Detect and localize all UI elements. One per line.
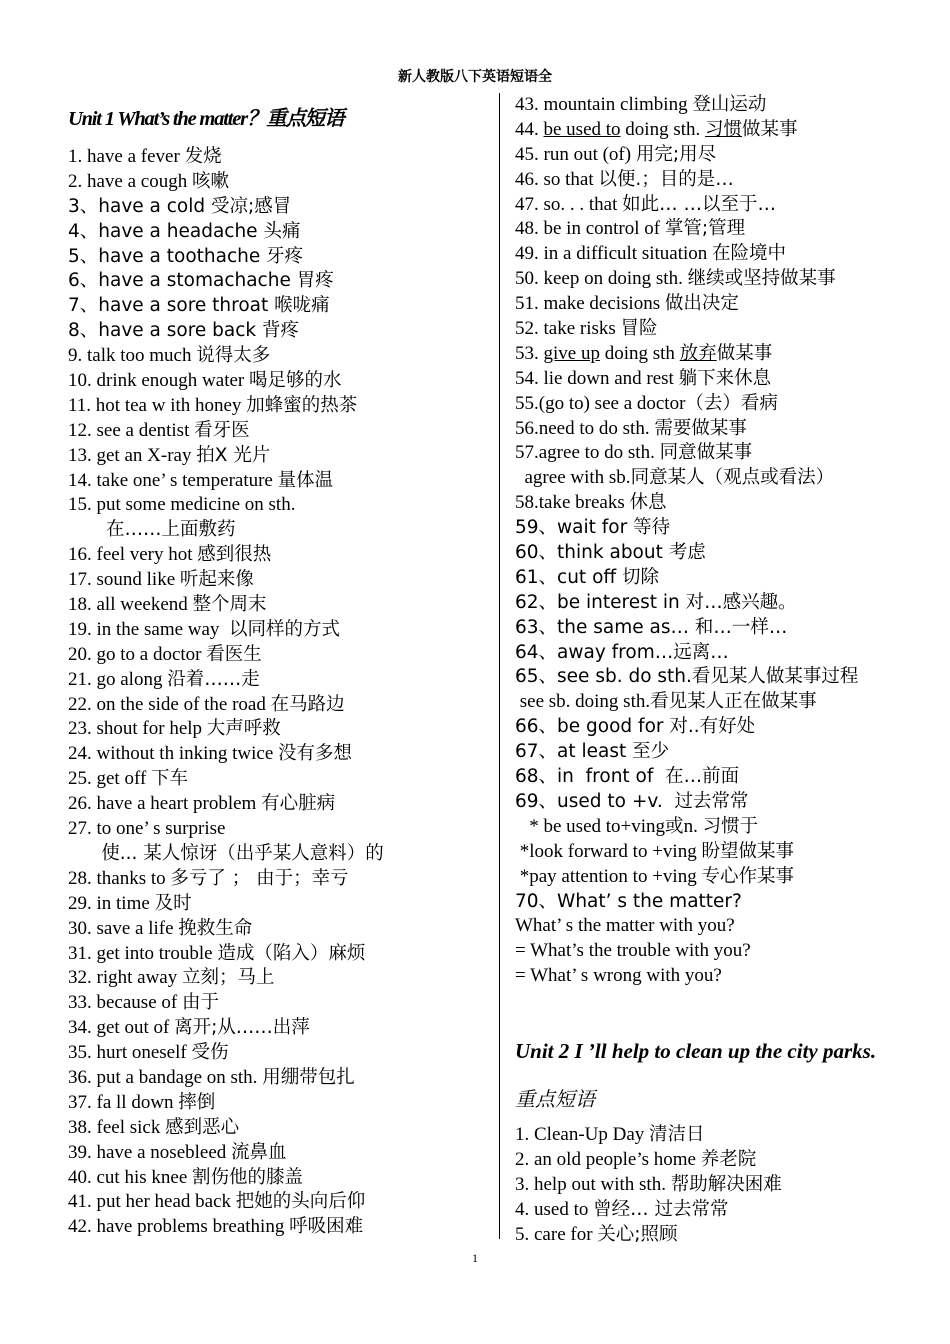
- unit1-heading: [68, 93, 494, 145]
- unit2-heading: Unit 2 I ’ll help to clean up the city parks.: [515, 1039, 877, 1064]
- phrase-meaning: 68、in front of: [515, 766, 666, 788]
- phrase-text: 12. see a dentist: [68, 419, 195, 441]
- phrase-meaning: 造成（陷入）麻烦: [217, 942, 366, 964]
- phrase-meaning: 看见某人做某事过程: [691, 666, 859, 688]
- phrase-meaning: 关心;照顾: [597, 1223, 678, 1245]
- phrase-text: 3. help out with sth.: [515, 1173, 671, 1195]
- phrase-meaning: 登山运动: [692, 94, 767, 115]
- phrase-text: 23. shout for help: [68, 718, 207, 740]
- phrase-line: [68, 319, 494, 344]
- phrase-text: 46. so that: [515, 168, 599, 190]
- phrase-meaning: 加蜂蜜的热茶: [246, 394, 358, 416]
- phrase-meaning: 看医生: [206, 643, 262, 665]
- phrase-line: [68, 767, 494, 792]
- phrase-line: [515, 317, 940, 342]
- phrase-line: [515, 790, 940, 815]
- phrase-meaning: 65、see sb. do sth.: [515, 666, 692, 688]
- phrase-meaning: 70、What’ s the matter?: [515, 890, 742, 912]
- phrase-text: 53.: [515, 342, 544, 364]
- phrase-line: [515, 93, 940, 118]
- phrase-line: [68, 991, 494, 1016]
- phrase-line: [515, 641, 940, 666]
- phrase-text: doing sth.: [620, 118, 705, 140]
- left-column: [68, 93, 494, 1240]
- phrase-line: [68, 1166, 494, 1191]
- phrase-line: [68, 469, 494, 494]
- phrase-line: [68, 1215, 494, 1240]
- phrase-meaning: 67、at least: [515, 741, 633, 763]
- underlined-text: be used to: [543, 118, 621, 140]
- phrase-text: 24. without th inking twice: [68, 743, 279, 765]
- phrase-meaning: 在……上面敷药: [106, 519, 236, 541]
- phrase-meaning: 和…一样…: [694, 616, 788, 638]
- phrase-meaning: 看见某人正在做某事: [650, 691, 817, 713]
- phrase-meaning: 8、have a sore back: [68, 320, 263, 342]
- phrase-text: 45. run out (of): [515, 143, 636, 165]
- phrase-text: 47. so. . . that: [515, 193, 623, 215]
- phrase-meaning: 有心脏病: [261, 793, 336, 815]
- phrase-meaning: 在马路边: [270, 693, 345, 715]
- phrase-text: doing sth: [599, 342, 680, 364]
- phrase-line: [68, 419, 494, 444]
- phrase-meaning: 对…感兴趣。: [685, 591, 797, 613]
- phrase-line: [68, 394, 494, 419]
- phrase-line: [515, 765, 940, 790]
- phrase-text: 10. drink enough water: [68, 370, 249, 392]
- phrase-meaning: 冒险: [620, 318, 658, 340]
- phrase-line: [515, 193, 940, 218]
- phrase-meaning: 喝足够的水: [248, 370, 342, 392]
- phrase-text: 11. hot tea w ith honey: [68, 394, 247, 416]
- phrase-text: 16. feel very hot: [68, 544, 198, 566]
- phrase-meaning: 3、have a cold: [68, 195, 212, 217]
- phrase-text: *pay attention to +ving: [515, 865, 702, 887]
- phrase-meaning: 4、have a headache: [68, 220, 264, 242]
- phrase-text: [68, 843, 101, 864]
- phrase-meaning: 看牙医: [194, 419, 250, 441]
- phrase-line: [515, 342, 940, 367]
- unit1-phrase-list-right: [515, 93, 940, 989]
- phrase-text: 28. thanks to: [68, 867, 171, 889]
- phrase-text: 15. put some medicine on sth.: [68, 494, 296, 516]
- phrase-text: 43. mountain climbing: [515, 94, 693, 115]
- phrase-text: 5. care for: [515, 1223, 598, 1245]
- phrase-line: [515, 914, 940, 939]
- phrase-line: [68, 1116, 494, 1141]
- phrase-text: 2. have a cough: [68, 170, 192, 192]
- document-title: 新人教版八下英语短语全: [398, 69, 552, 85]
- phrase-text: 2. an old people’s home: [515, 1148, 701, 1170]
- phrase-meaning: 同意做某事: [659, 442, 753, 464]
- phrase-text: 40. cut his knee: [68, 1166, 193, 1188]
- underlined-text: 放弃: [679, 342, 717, 364]
- phrase-line: [515, 665, 940, 690]
- phrase-line: [515, 417, 940, 442]
- phrase-text: 52. take risks: [515, 318, 621, 340]
- phrase-text: 21. go along: [68, 668, 168, 690]
- phrase-text: n.: [683, 815, 703, 837]
- phrase-line: [68, 195, 494, 220]
- phrase-line: [515, 890, 940, 915]
- phrase-line: [68, 1141, 494, 1166]
- phrase-line: [68, 568, 494, 593]
- phrase-meaning: 60、think about: [515, 542, 669, 564]
- phrase-line: [515, 168, 940, 193]
- phrase-text: 20. go to a doctor: [68, 643, 207, 665]
- phrase-line: [515, 865, 940, 890]
- phrase-meaning: 做某事: [716, 342, 773, 364]
- phrase-line: [515, 1173, 940, 1198]
- phrase-text: 51. make decisions: [515, 293, 665, 315]
- phrase-line: [515, 541, 940, 566]
- phrase-meaning: 背疼: [262, 320, 300, 342]
- phrase-line: [515, 516, 940, 541]
- phrase-meaning: 以同样的方式: [228, 618, 340, 640]
- phrase-text: 50. keep on doing sth.: [515, 268, 688, 290]
- phrase-line: [68, 1066, 494, 1091]
- phrase-line: [515, 367, 940, 392]
- phrase-meaning: 69、used to +v.: [515, 790, 675, 812]
- phrase-meaning: 同意某人（观点或看法）: [630, 467, 835, 489]
- phrase-meaning: 64、away from…: [515, 641, 674, 663]
- phrase-text: 55.(go to) see a doctor: [515, 392, 686, 414]
- phrase-text: 31. get into trouble: [68, 942, 218, 964]
- phrase-meaning: 多亏了 ； 由于；幸亏: [170, 867, 349, 889]
- phrase-line: [68, 145, 494, 170]
- phrase-text: 1. Clean-Up Day: [515, 1124, 650, 1146]
- phrase-text: 18. all weekend: [68, 594, 193, 616]
- phrase-line: [68, 817, 494, 842]
- phrase-meaning: 大声呼救: [206, 718, 281, 740]
- phrase-meaning: 喉咙痛: [274, 295, 330, 317]
- phrase-line: [68, 618, 494, 643]
- phrase-line: [515, 715, 940, 740]
- phrase-line: [68, 917, 494, 942]
- phrase-line: [68, 742, 494, 767]
- phrase-text: 49. in a difficult situation: [515, 243, 713, 265]
- phrase-text: 13. get an X-ray: [68, 444, 197, 466]
- phrase-meaning: 发烧: [184, 146, 222, 167]
- phrase-line: [68, 1041, 494, 1066]
- phrase-text: 26. have a heart problem: [68, 793, 262, 815]
- phrase-text: 17. sound like: [68, 569, 180, 591]
- phrase-line: [68, 1016, 494, 1041]
- unit2-phrase-list: [515, 1123, 940, 1247]
- phrase-text: 25. get off: [68, 768, 152, 790]
- phrase-meaning: 牙疼: [266, 245, 304, 267]
- phrase-line: [515, 840, 940, 865]
- phrase-meaning: 59、wait for: [515, 517, 634, 539]
- phrase-line: [68, 792, 494, 817]
- phrase-line: [68, 842, 494, 867]
- phrase-meaning: 养老院: [700, 1148, 757, 1170]
- phrase-meaning: 在险境中: [712, 243, 787, 265]
- phrase-text: What’ s the matter with you?: [515, 915, 735, 937]
- phrase-text: 32. right away: [68, 967, 182, 989]
- phrase-line: [515, 217, 940, 242]
- phrase-meaning: 用绷带包扎: [262, 1066, 355, 1088]
- phrase-meaning: 帮助解决困难: [670, 1173, 782, 1195]
- phrase-line: [68, 892, 494, 917]
- phrase-line: [515, 491, 940, 516]
- right-column: [515, 93, 940, 1248]
- phrase-text: 39. have a nosebleed: [68, 1141, 232, 1163]
- phrase-line: [515, 1148, 940, 1173]
- phrase-meaning: 习惯于: [702, 815, 759, 837]
- phrase-text: 22. on the side of the road: [68, 693, 271, 715]
- phrase-meaning: 没有多想: [278, 743, 353, 765]
- phrase-meaning: 咳嗽: [191, 170, 229, 192]
- phrase-text: 56.need to do sth.: [515, 417, 655, 439]
- phrase-meaning: 立刻；马上: [181, 967, 275, 989]
- phrase-line: [68, 220, 494, 245]
- phrase-meaning: 专心作某事: [701, 865, 794, 887]
- phrase-meaning: 6、have a stomachache: [68, 270, 297, 292]
- phrase-meaning: 割伤他的膝盖: [192, 1166, 304, 1188]
- phrase-line: [515, 441, 940, 466]
- phrase-meaning: 把她的头向后仰: [235, 1191, 366, 1213]
- phrase-text: 35. hurt oneself: [68, 1042, 192, 1064]
- phrase-meaning: 掌管;管理: [664, 218, 746, 240]
- phrase-text: 54. lie down and rest: [515, 367, 679, 389]
- phrase-meaning: 量体温: [277, 469, 334, 491]
- phrase-line: [68, 344, 494, 369]
- phrase-meaning: 头痛: [263, 220, 301, 242]
- phrase-line: [68, 269, 494, 294]
- phrase-meaning: 做某事: [742, 118, 798, 140]
- phrase-text: 33. because of: [68, 992, 182, 1014]
- phrase-meaning: （去）看病: [685, 392, 778, 414]
- phrase-meaning: 用完;用尽: [635, 143, 717, 165]
- phrase-line: [68, 170, 494, 195]
- section-gap: [515, 989, 940, 1027]
- phrase-meaning: 挽救生命: [178, 917, 253, 939]
- phrase-text: 34. get out of: [68, 1017, 175, 1039]
- phrase-line: [515, 242, 940, 267]
- phrase-meaning: 如此… …以至于…: [622, 193, 777, 215]
- unit1-phrase-list-left: [68, 145, 494, 1240]
- phrase-line: [68, 717, 494, 742]
- phrase-text: 14. take one’ s temperature: [68, 469, 278, 491]
- phrase-meaning: 流鼻血: [231, 1141, 287, 1163]
- phrase-meaning: 受凉;感冒: [211, 195, 292, 217]
- phrase-line: [68, 693, 494, 718]
- phrase-text: 42. have problems breathing: [68, 1216, 290, 1238]
- phrase-meaning: 远离…: [673, 641, 729, 663]
- phrase-line: [515, 392, 940, 417]
- phrase-text: [68, 519, 106, 540]
- phrase-line: [68, 867, 494, 892]
- phrase-line: [515, 1198, 940, 1223]
- phrase-meaning: 切除: [622, 566, 660, 588]
- phrase-line: [515, 566, 940, 591]
- phrase-line: [515, 939, 940, 964]
- page-number: 1: [472, 1251, 478, 1265]
- phrase-text: agree with sb.: [515, 467, 631, 489]
- phrase-meaning: 呼吸困难: [289, 1216, 364, 1238]
- phrase-meaning: 考虑: [668, 542, 706, 564]
- phrase-line: [68, 444, 494, 469]
- phrase-line: [515, 616, 940, 641]
- phrase-meaning: 在…前面: [665, 766, 740, 788]
- phrase-line: [68, 1190, 494, 1215]
- phrase-text: *look forward to +ving: [515, 840, 702, 862]
- phrase-meaning: 7、have a sore throat: [68, 295, 275, 317]
- phrase-line: [515, 740, 940, 765]
- phrase-text: 1. have a fever: [68, 146, 185, 167]
- phrase-meaning: 拍X 光片: [196, 444, 271, 466]
- phrase-meaning: 或: [665, 815, 684, 837]
- phrase-meaning: 以便.；目的是…: [598, 168, 734, 190]
- phrase-text: 9. talk too much: [68, 345, 197, 367]
- phrase-meaning: 及时: [154, 892, 192, 914]
- underlined-text: 习惯: [705, 118, 743, 140]
- phrase-meaning: 过去常常: [674, 790, 749, 812]
- phrase-line: [515, 815, 940, 840]
- phrase-line: [68, 942, 494, 967]
- phrase-line: [515, 1223, 940, 1248]
- phrase-text: 38. feel sick: [68, 1116, 166, 1138]
- phrase-text: 36. put a bandage on sth.: [68, 1066, 263, 1088]
- unit1-heading-en: Unit 1 What’s the matter？: [68, 108, 267, 130]
- phrase-line: [515, 267, 940, 292]
- phrase-meaning: 63、the same as…: [515, 616, 695, 638]
- phrase-text: 27. to one’ s surprise: [68, 818, 226, 840]
- phrase-text: * be used to+ving: [515, 815, 666, 837]
- phrase-meaning: 下车: [151, 768, 189, 790]
- phrase-text: = What’ s wrong with you?: [515, 965, 722, 987]
- phrase-meaning: 躺下来休息: [678, 367, 772, 389]
- phrase-line: [515, 143, 940, 168]
- phrase-meaning: 离开;从……出萍: [174, 1017, 310, 1039]
- phrase-meaning: 对..有好处: [669, 716, 756, 738]
- phrase-line: [515, 690, 940, 715]
- phrase-meaning: 感到很热: [197, 544, 272, 566]
- phrase-line: [515, 466, 940, 491]
- phrase-meaning: 曾经… 过去常常: [593, 1198, 729, 1220]
- phrase-meaning: 休息: [629, 492, 667, 514]
- phrase-text: = What’s the trouble with you?: [515, 940, 751, 962]
- phrase-text: 19. in the same way: [68, 618, 229, 640]
- phrase-meaning: 等待: [633, 517, 671, 539]
- phrase-meaning: 清洁日: [649, 1124, 705, 1146]
- phrase-meaning: 66、be good for: [515, 716, 670, 738]
- phrase-meaning: 整个周末: [192, 594, 267, 616]
- phrase-meaning: 受伤: [191, 1042, 229, 1064]
- phrase-line: [68, 245, 494, 270]
- phrase-meaning: 感到恶心: [165, 1116, 240, 1138]
- phrase-line: [515, 964, 940, 989]
- phrase-meaning: 继续或坚持做某事: [687, 268, 836, 290]
- phrase-line: [68, 643, 494, 668]
- phrase-line: [68, 294, 494, 319]
- phrase-text: 29. in time: [68, 892, 155, 914]
- phrase-line: [68, 1091, 494, 1116]
- phrase-line: [68, 493, 494, 518]
- phrase-meaning: 做出决定: [664, 293, 739, 315]
- phrase-line: [515, 292, 940, 317]
- phrase-line: [515, 591, 940, 616]
- phrase-line: [68, 543, 494, 568]
- phrase-line: [68, 966, 494, 991]
- phrase-text: 48. be in control of: [515, 218, 665, 240]
- phrase-meaning: 由于: [181, 992, 219, 1014]
- phrase-meaning: 摔倒: [178, 1091, 216, 1113]
- phrase-line: [68, 369, 494, 394]
- phrase-meaning: 62、be interest in: [515, 591, 686, 613]
- phrase-text: 58.take breaks: [515, 492, 630, 514]
- underlined-text: give up: [543, 342, 600, 364]
- phrase-meaning: 需要做某事: [654, 417, 747, 439]
- phrase-meaning: 使... 某人惊讶（出乎某人意料）的: [101, 842, 384, 864]
- phrase-line: [515, 1123, 940, 1148]
- unit2-subheading: 重点短语: [515, 1087, 595, 1112]
- phrase-text: 30. save a life: [68, 917, 179, 939]
- phrase-line: [68, 668, 494, 693]
- phrase-text: 37. fa ll down: [68, 1091, 179, 1113]
- phrase-text: 57.agree to do sth.: [515, 442, 660, 464]
- phrase-line: [68, 593, 494, 618]
- phrase-text: see sb. doing sth.: [515, 691, 651, 713]
- phrase-line: [515, 118, 940, 143]
- phrase-meaning: 至少: [632, 741, 670, 763]
- phrase-text: 44.: [515, 118, 544, 140]
- phrase-meaning: 5、have a toothache: [68, 245, 267, 267]
- phrase-meaning: 61、cut off: [515, 566, 623, 588]
- phrase-meaning: 胃疼: [296, 270, 334, 292]
- phrase-meaning: 听起来像: [179, 569, 254, 591]
- phrase-meaning: 沿着……走: [167, 668, 260, 690]
- unit1-heading-cn: 重点短语: [266, 108, 344, 130]
- column-divider: [499, 93, 500, 1239]
- phrase-line: [68, 518, 494, 543]
- phrase-meaning: 盼望做某事: [701, 840, 794, 862]
- phrase-meaning: 说得太多: [196, 345, 271, 367]
- phrase-text: 4. used to: [515, 1198, 594, 1220]
- phrase-text: 41. put her head back: [68, 1191, 236, 1213]
